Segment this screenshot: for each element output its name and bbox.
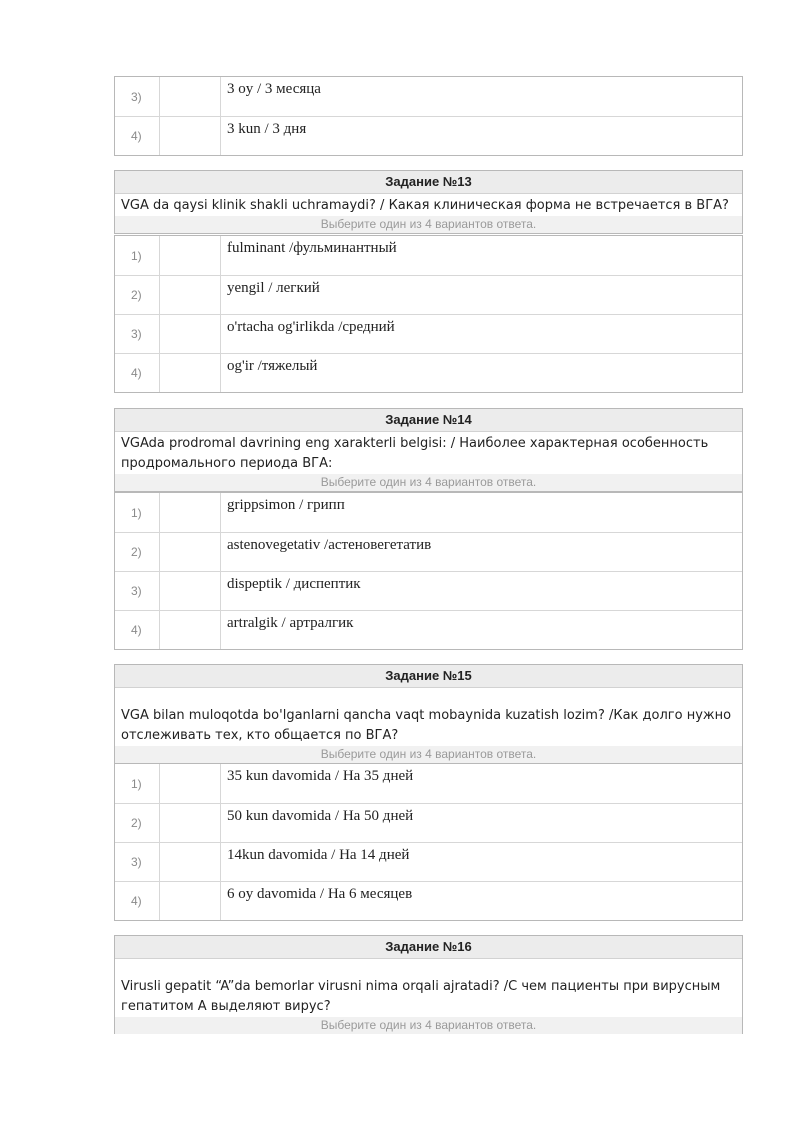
answer-select-cell[interactable] [159, 804, 221, 842]
answer-number: 3) [131, 89, 142, 104]
answer-row[interactable] [115, 881, 742, 920]
answer-number: 2) [131, 816, 142, 830]
answer-row[interactable] [115, 764, 742, 803]
task-question: Virusli gepatit “A”da bemorlar virusni nima orqali ajratadi? /С чем пациенты при вирусным гепатитом А выделяют вирус? [121, 979, 721, 1014]
answer-number: 4) [131, 623, 142, 637]
answer-text: 50 kun davomida / На 50 дней [227, 808, 414, 824]
answer-select-cell[interactable] [159, 533, 221, 571]
answer-select-cell[interactable] [159, 764, 221, 803]
answer-select-cell[interactable] [159, 315, 221, 353]
answer-row[interactable] [115, 842, 742, 881]
task-13-header [114, 170, 743, 234]
task-16-header [114, 935, 743, 1034]
task-15-header [114, 664, 743, 764]
answer-text: 14kun davomida / На 14 дней [227, 847, 410, 863]
answer-text: fulminant /фульминантный [227, 240, 397, 256]
answer-select-cell[interactable] [159, 236, 221, 275]
answer-text: 3 oy / 3 месяца [227, 81, 321, 97]
answer-number: 3) [131, 855, 142, 869]
task-title: Задание №15 [115, 665, 742, 688]
answer-select-cell[interactable] [159, 611, 221, 649]
answer-number: 2) [131, 545, 142, 559]
answer-row[interactable] [115, 803, 742, 842]
answer-number: 1) [131, 776, 142, 791]
answer-select-cell[interactable] [159, 882, 221, 920]
answers-table-task-14 [114, 492, 743, 650]
answer-number: 1) [131, 248, 142, 263]
answer-text: grippsimon / грипп [227, 497, 345, 513]
answer-number: 4) [131, 366, 142, 380]
answer-select-cell[interactable] [159, 117, 221, 155]
task-hint: Выберите один из 4 вариантов ответа. [115, 216, 742, 233]
answer-number: 3) [131, 327, 142, 341]
answer-number: 4) [131, 894, 142, 908]
answer-number: 2) [131, 288, 142, 302]
answer-select-cell[interactable] [159, 572, 221, 610]
answer-text: astenovegetativ /астеновегетатив [227, 537, 432, 553]
answer-row[interactable] [115, 353, 742, 392]
answer-row[interactable] [115, 236, 742, 275]
answer-text: o'rtacha og'irlikda /средний [227, 319, 395, 335]
task-question: VGA da qaysi klinik shakli uchramaydi? / Какая клиническая форма не встречается в ВГА? [121, 198, 729, 213]
task-hint: Выберите один из 4 вариантов ответа. [115, 746, 742, 763]
answers-table-task-12 [114, 76, 743, 156]
answers-table-task-15 [114, 763, 743, 921]
answer-row[interactable] [115, 275, 742, 314]
answer-text: dispeptik / диспептик [227, 576, 361, 592]
answer-text: yengil / легкий [227, 280, 320, 296]
task-question: VGAda prodromal davrining eng xarakterli belgisi: / Наиболее характерная особенность продромального периода ВГА: [121, 436, 709, 471]
answer-number: 3) [131, 584, 142, 598]
answer-row[interactable] [115, 116, 742, 155]
answer-text: og'ir /тяжелый [227, 358, 318, 374]
answer-select-cell[interactable] [159, 843, 221, 881]
answers-table-task-13 [114, 235, 743, 393]
task-hint: Выберите один из 4 вариантов ответа. [115, 1017, 742, 1034]
answer-text: 3 kun / 3 дня [227, 121, 307, 137]
answer-row[interactable] [115, 493, 742, 532]
answer-text: 35 kun davomida / На 35 дней [227, 768, 414, 784]
answer-text: artralgik / артралгик [227, 615, 354, 631]
answer-select-cell[interactable] [159, 77, 221, 116]
answer-row[interactable] [115, 314, 742, 353]
answer-row[interactable] [115, 532, 742, 571]
answer-text: 6 oy davomida / На 6 месяцев [227, 886, 413, 902]
answer-select-cell[interactable] [159, 493, 221, 532]
answer-number: 4) [131, 129, 142, 143]
answer-select-cell[interactable] [159, 354, 221, 392]
task-title: Задание №16 [115, 936, 742, 959]
task-question: VGA bilan muloqotda bo'lganlarni qancha vaqt mobaynida kuzatish lozim? /Как долго нужно отслеживать тех, кто общается по ВГА? [121, 708, 732, 743]
answer-select-cell[interactable] [159, 276, 221, 314]
answer-number: 1) [131, 505, 142, 520]
answer-row[interactable] [115, 571, 742, 610]
task-hint: Выберите один из 4 вариантов ответа. [115, 474, 742, 491]
task-title: Задание №13 [115, 171, 742, 194]
task-title: Задание №14 [115, 409, 742, 432]
answer-row[interactable] [115, 610, 742, 649]
answer-row[interactable] [115, 77, 742, 116]
task-14-header [114, 408, 743, 492]
